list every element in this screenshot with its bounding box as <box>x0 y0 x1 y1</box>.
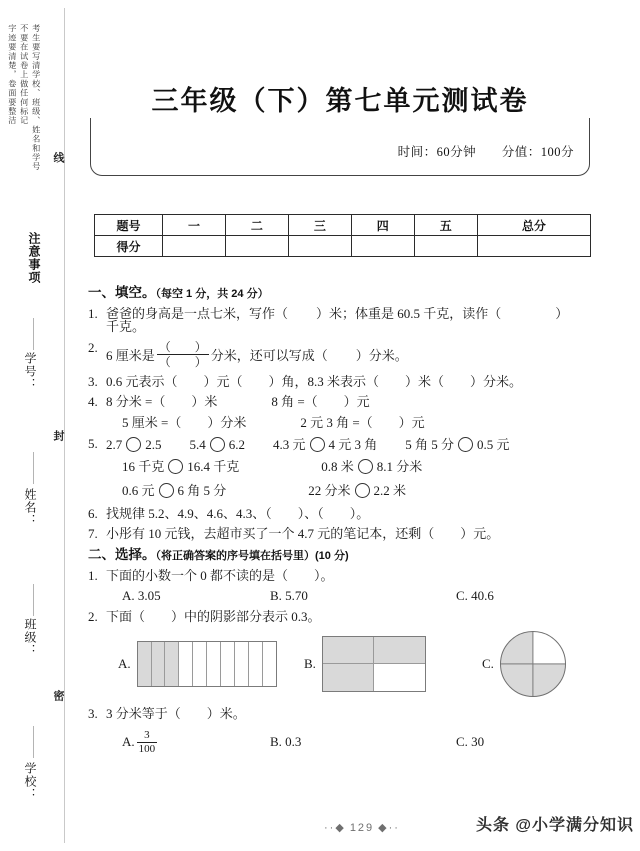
question-1-6 <box>88 507 636 521</box>
exam-meta <box>394 142 578 160</box>
notice-line-3: 字迹要清楚，卷面要整洁 <box>7 24 17 126</box>
compare-pair-7 <box>122 483 226 498</box>
score-cell-2[interactable] <box>225 236 288 257</box>
question-1-2-frac-denominator: （ ） <box>158 354 207 369</box>
watermark: 头条 @小学满分知识 <box>475 817 634 834</box>
field-divider-4 <box>33 726 34 758</box>
question-2-1-text: 下面的小数一个 0 都不读的是（ ）。 <box>106 567 334 583</box>
field-divider-2 <box>33 452 34 484</box>
question-1-1-text-c: ） <box>555 305 569 321</box>
field-class[interactable]: 班级： <box>23 618 37 657</box>
question-2-3-frac-numerator: 3 <box>144 729 150 742</box>
section-one-heading <box>88 286 636 301</box>
page-dots-right: ◆·· <box>378 822 400 834</box>
question-2-3-option-b[interactable]: B. 0.3 <box>270 734 302 750</box>
question-2-3-option-c[interactable]: C. 30 <box>456 734 485 750</box>
question-1-4-number: 4. <box>88 394 98 410</box>
question-1-4-line2 <box>106 416 636 430</box>
question-1-2-text-c: ）分米。 <box>355 347 408 363</box>
figure-option-c-label: C. <box>482 655 494 671</box>
notice-title: 注意事项 <box>27 232 41 284</box>
question-1-2-text-a: 6 厘米是 <box>106 347 155 363</box>
question-1-1-text-d: 千克。 <box>106 319 146 335</box>
compare-5-left: 16 千克 <box>122 458 165 474</box>
seal-mark-feng: 封 <box>52 430 64 442</box>
compare-8-left: 22 分米 <box>308 482 351 498</box>
question-1-2-number: 2. <box>88 339 98 355</box>
compare-circle-icon[interactable] <box>126 437 141 452</box>
score-table-header-row <box>95 215 591 236</box>
question-1-1 <box>88 307 636 334</box>
question-1-6-number: 6. <box>88 505 98 521</box>
question-2-3-frac-denominator: 100 <box>138 743 156 756</box>
figure-option-b-label: B. <box>304 655 316 671</box>
question-2-1-option-a[interactable]: A. 3.05 <box>122 588 161 604</box>
compare-circle-icon[interactable] <box>210 437 225 452</box>
section-two-title: 二、选择。 <box>88 547 156 563</box>
question-1-4-line2-left: 5 厘米 =（ ）分米 <box>122 415 247 431</box>
question-2-3-options <box>88 730 636 755</box>
question-2-1-option-c[interactable]: C. 40.6 <box>456 588 494 604</box>
figure-option-a-label: A. <box>118 655 131 671</box>
compare-8-right: 2.2 米 <box>373 482 407 498</box>
compare-circle-icon[interactable] <box>168 459 183 474</box>
figure-option-a[interactable] <box>118 641 304 687</box>
question-1-3 <box>88 375 636 389</box>
section-two-note: （将正确答案的序号填在括号里）(10 分) <box>155 550 349 563</box>
question-1-3-number: 3. <box>88 373 98 389</box>
compare-circle-icon[interactable] <box>358 459 373 474</box>
compare-7-right: 6 角 5 分 <box>177 482 227 498</box>
score-cell-3[interactable] <box>288 236 351 257</box>
question-1-7-number: 7. <box>88 526 98 542</box>
left-margin-strip <box>0 0 82 851</box>
section-two-heading <box>88 548 636 563</box>
score-table <box>94 214 591 257</box>
field-student-number[interactable]: 学号： <box>23 352 37 391</box>
question-1-1-text-b: ）米；体重是 60.5 千克，读作（ <box>316 305 502 321</box>
score-table-row-label-1: 题号 <box>95 215 163 236</box>
compare-pair-8 <box>308 483 406 498</box>
question-1-1-text-a: 爸爸的身高是一点七米，写作（ <box>106 305 289 321</box>
bar-ten-strip-diagram <box>137 641 277 687</box>
figure-option-c[interactable] <box>482 631 566 697</box>
quartered-circle-diagram <box>500 631 566 697</box>
score-table-col-total: 总分 <box>477 215 590 236</box>
question-1-4-line1-right: 8 角 =（ ）元 <box>271 394 370 410</box>
field-student-name[interactable]: 姓名： <box>23 488 37 527</box>
section-one-note: （每空 1 分，共 24 分） <box>155 288 269 300</box>
question-1-2-fraction <box>157 341 209 368</box>
exam-total-score: 分值：100分 <box>501 145 574 159</box>
question-2-3-option-a-fraction <box>137 730 158 755</box>
score-table-score-row <box>95 236 591 257</box>
compare-circle-icon[interactable] <box>355 483 370 498</box>
page-title: 三年级（下）第七单元测试卷 <box>90 84 590 118</box>
compare-1-right: 2.5 <box>145 436 162 452</box>
compare-pair-5 <box>122 459 239 474</box>
compare-circle-icon[interactable] <box>159 483 174 498</box>
question-1-2-frac-numerator: （ ） <box>158 339 207 354</box>
notice-body <box>6 24 42 224</box>
question-2-3-text: 3 分米等于（ ）米。 <box>106 705 246 721</box>
score-table-col-3: 三 <box>288 215 351 236</box>
question-1-5-row-2 <box>88 459 636 474</box>
compare-6-right: 8.1 分米 <box>376 458 423 474</box>
exam-content <box>88 286 636 762</box>
question-1-2-text-b: 分米，还可以写成（ <box>210 347 328 363</box>
question-1-3-text: 0.6 元表示（ ）元（ ）角，8.3 米表示（ ）米（ ）分米。 <box>106 373 523 389</box>
compare-4-left: 5 角 5 分 <box>405 436 455 452</box>
question-2-3-option-a-label: A. <box>122 734 135 750</box>
score-table-col-1: 一 <box>163 215 226 236</box>
question-2-1-options <box>88 589 636 603</box>
compare-5-right: 16.4 千克 <box>187 458 240 474</box>
field-divider-1 <box>33 318 34 350</box>
question-1-7-text: 小彤有 10 元钱，去超市买了一个 4.7 元的笔记本，还剩（ ）元。 <box>106 526 500 542</box>
seal-mark-xian: 线 <box>52 152 64 164</box>
compare-2-right: 6.2 <box>228 436 245 452</box>
score-table-col-5: 五 <box>414 215 477 236</box>
score-cell-1[interactable] <box>163 236 226 257</box>
question-1-4-line2-right: 2 元 3 角 =（ ）元 <box>300 415 425 431</box>
compare-circle-icon[interactable] <box>310 437 325 452</box>
question-2-1-option-b[interactable]: B. 5.70 <box>270 588 308 604</box>
compare-pair-3 <box>273 437 377 452</box>
score-table-row-label-2: 得分 <box>95 236 163 257</box>
notice-line-1: 考生要写清学校、班级、姓名和学号 <box>31 24 41 172</box>
margin-divider-line <box>64 8 65 843</box>
question-2-1-number: 1. <box>88 567 98 583</box>
question-1-1-number: 1. <box>88 305 98 321</box>
question-1-2 <box>88 341 636 368</box>
compare-pair-4 <box>405 437 509 452</box>
title-block <box>90 84 590 180</box>
page-dots-left: ··◆ <box>324 822 346 834</box>
exam-sheet <box>84 0 640 851</box>
question-2-3-number: 3. <box>88 705 98 721</box>
question-2-2 <box>88 610 636 624</box>
question-1-5-number: 5. <box>88 435 98 451</box>
notice-line-2: 不要在试卷上做任何标记 <box>19 24 29 126</box>
field-school[interactable]: 学校： <box>23 762 37 801</box>
compare-7-left: 0.6 元 <box>122 482 155 498</box>
compare-2-left: 5.4 <box>189 436 206 452</box>
exam-time: 时间：60分钟 <box>397 145 477 159</box>
compare-4-right: 0.5 元 <box>477 436 510 452</box>
question-2-2-figures <box>88 631 636 697</box>
figure-option-b[interactable] <box>304 636 482 692</box>
question-2-2-number: 2. <box>88 608 98 624</box>
compare-6-left: 0.8 米 <box>321 458 354 474</box>
question-1-4-line1-left: 8 分米 =（ ）米 <box>106 394 218 410</box>
compare-pair-6 <box>321 459 422 474</box>
question-2-3 <box>88 707 636 721</box>
compare-3-right: 4 元 3 角 <box>328 436 378 452</box>
question-1-7 <box>88 527 636 541</box>
seal-mark-mi: 密 <box>52 690 64 702</box>
field-divider-3 <box>33 584 34 616</box>
question-1-4 <box>88 395 636 429</box>
score-table-col-4: 四 <box>351 215 414 236</box>
question-1-6-text: 找规律 5.2、4.9、4.6、4.3、（ ）、（ ）。 <box>106 505 370 521</box>
question-2-2-text: 下面（ ）中的阴影部分表示 0.3。 <box>106 608 321 624</box>
four-cell-grid-diagram <box>322 636 426 692</box>
question-2-1 <box>88 569 636 583</box>
compare-circle-icon[interactable] <box>458 437 473 452</box>
score-cell-4[interactable] <box>351 236 414 257</box>
section-one-title: 一、填空。 <box>88 285 156 300</box>
compare-3-left: 4.3 元 <box>273 436 306 452</box>
question-1-5 <box>88 437 636 452</box>
score-cell-total[interactable] <box>477 236 590 257</box>
compare-1-left: 2.7 <box>106 436 123 452</box>
compare-pair-2 <box>190 437 246 452</box>
score-cell-5[interactable] <box>414 236 477 257</box>
score-table-col-2: 二 <box>225 215 288 236</box>
compare-pair-1 <box>106 437 162 452</box>
question-1-5-row-3 <box>88 483 636 498</box>
question-2-3-option-a[interactable] <box>122 730 270 755</box>
page-number: 129 <box>349 822 375 834</box>
